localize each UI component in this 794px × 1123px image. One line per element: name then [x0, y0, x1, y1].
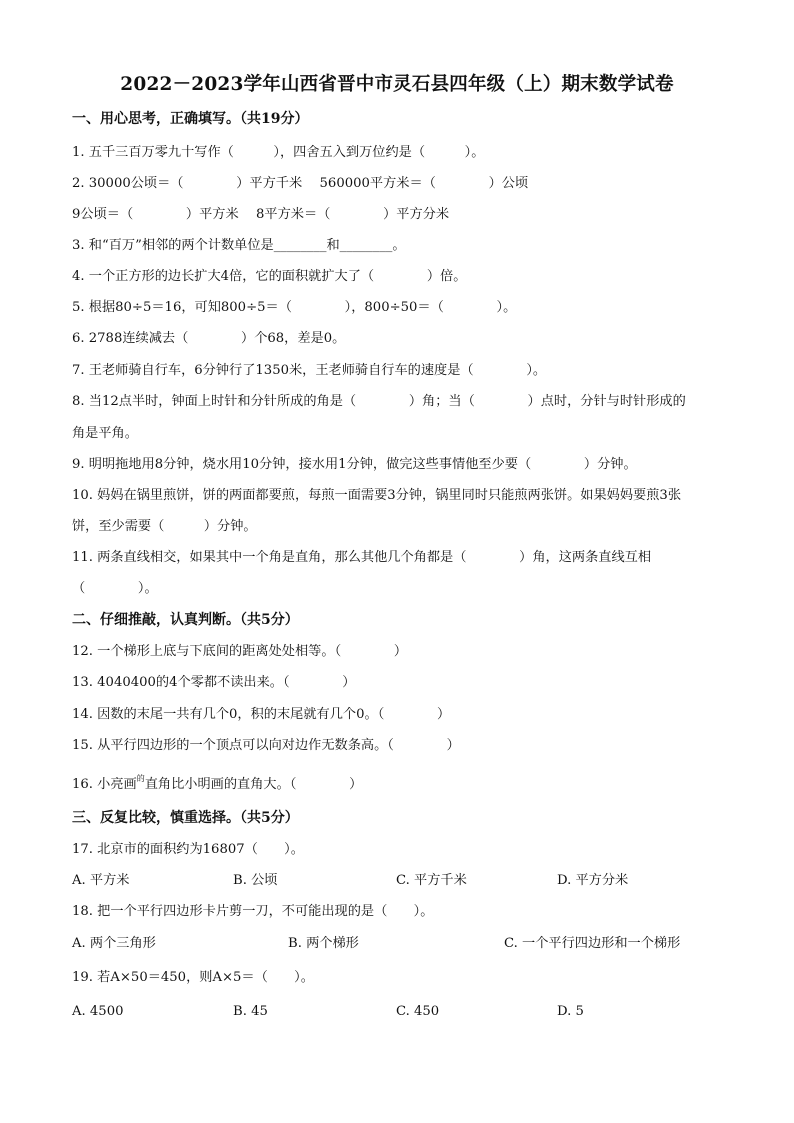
question-11-line-2: （ ）。 — [72, 581, 158, 596]
question-17: 17. 北京市的面积约为16807（ ）。 — [72, 842, 304, 857]
question-10-line-1: 10. 妈妈在锅里煎饼，饼的两面都要煎，每煎一面需要3分钟，锅里同时只能煎两张饼。如果妈妈要煎3张 — [72, 488, 682, 503]
question-16-suffix: 直角比小明画的直角大。（ ） — [144, 777, 363, 792]
section-three-heading: 三、反复比较，慎重选择。（共5分） — [72, 810, 299, 826]
question-19-option-c: C. 450 — [396, 1004, 440, 1019]
question-8-line-2: 角是平角。 — [72, 426, 138, 441]
question-17-option-d: D. 平方分米 — [557, 873, 629, 888]
question-9: 9. 明明拖地用8分钟，烧水用10分钟，接水用1分钟，做完这些事情他至少要（ ）分钟。 — [72, 457, 637, 472]
question-17-option-c: C. 平方千米 — [396, 873, 467, 888]
question-18: 18. 把一个平行四边形卡片剪一刀，不可能出现的是（ ）。 — [72, 904, 434, 919]
question-6: 6. 2788连续减去（ ）个68，差是0。 — [72, 331, 346, 346]
question-17-option-a: A. 平方米 — [72, 873, 130, 888]
question-18-option-b: B. 两个梯形 — [288, 936, 359, 951]
section-one-heading: 一、用心思考，正确填写。（共19分） — [72, 111, 309, 127]
question-8-line-1: 8. 当12点半时，钟面上时针和分针所成的角是（ ）角；当（ ）点时，分针与时针形成的 — [72, 394, 686, 409]
question-13: 13. 4040400的4个零都不读出来。（ ） — [72, 675, 356, 690]
question-19-option-a: A. 4500 — [72, 1004, 124, 1019]
question-16-prefix: 16. 小亮画 — [72, 777, 137, 792]
question-2-line-1: 2. 30000公顷＝（ ）平方千米 560000平方米＝（ ）公顷 — [72, 176, 529, 191]
question-19-option-b: B. 45 — [233, 1004, 268, 1019]
exam-title: 2022－2023学年山西省晋中市灵石县四年级（上）期末数学试卷 — [120, 74, 674, 95]
question-2-line-2: 9公顷＝（ ）平方米 8平方米＝（ ）平方分米 — [72, 207, 450, 222]
question-4: 4. 一个正方形的边长扩大4倍，它的面积就扩大了（ ）倍。 — [72, 269, 467, 284]
question-10-line-2: 饼，至少需要（ ）分钟。 — [72, 519, 257, 534]
question-18-option-c: C. 一个平行四边形和一个梯形 — [504, 936, 681, 951]
question-3: 3. 和“百万”相邻的两个计数单位是________和________。 — [72, 238, 406, 253]
question-14: 14. 因数的末尾一共有几个0，积的末尾就有几个0。（ ） — [72, 707, 451, 722]
question-16 — [72, 773, 362, 792]
question-19: 19. 若A×50＝450，则A×5＝（ ）。 — [72, 970, 314, 985]
question-18-option-a: A. 两个三角形 — [72, 936, 156, 951]
question-7: 7. 王老师骑自行车，6分钟行了1350米，王老师骑自行车的速度是（ ）。 — [72, 363, 547, 378]
section-two-heading: 二、仔细推敲，认真判断。（共5分） — [72, 612, 299, 628]
question-15: 15. 从平行四边形的一个顶点可以向对边作无数条高。（ ） — [72, 738, 460, 753]
question-11-line-1: 11. 两条直线相交，如果其中一个角是直角，那么其他几个角都是（ ）角，这两条直线互相 — [72, 550, 652, 565]
question-5: 5. 根据80÷5＝16，可知800÷5＝（ ），800÷50＝（ ）。 — [72, 300, 517, 315]
question-12: 12. 一个梯形上底与下底间的距离处处相等。（ ） — [72, 644, 408, 659]
question-1: 1. 五千三百万零九十写作（ ），四舍五入到万位约是（ ）。 — [72, 145, 485, 160]
question-19-option-d: D. 5 — [557, 1004, 584, 1019]
question-16-note: 的 — [136, 774, 145, 783]
question-17-option-b: B. 公顷 — [233, 873, 278, 888]
